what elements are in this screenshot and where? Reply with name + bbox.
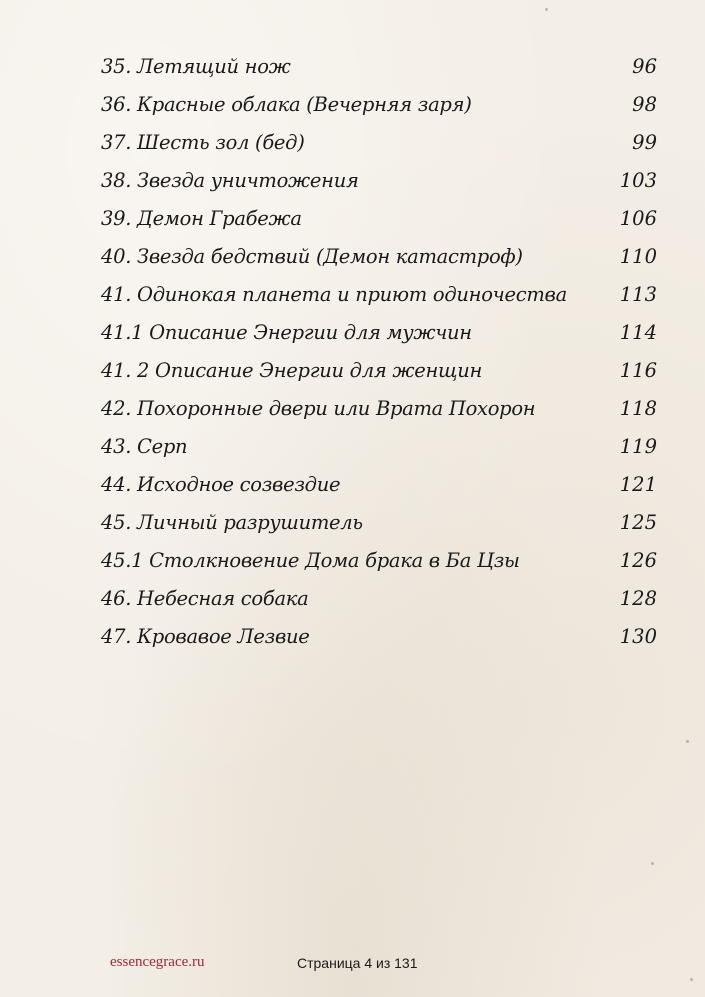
table-of-contents bbox=[101, 48, 657, 656]
toc-entry-page: 106 bbox=[619, 207, 657, 230]
toc-entry-page: 125 bbox=[619, 511, 657, 534]
toc-entry-title: 45. Личный разрушитель bbox=[101, 511, 363, 534]
footer-site-link[interactable]: essencegrace.ru bbox=[110, 954, 205, 970]
toc-entry-title: 41.1 Описание Энергии для мужчин bbox=[101, 321, 472, 344]
toc-entry-page: 99 bbox=[632, 131, 657, 154]
toc-entry[interactable] bbox=[101, 124, 657, 162]
paper-speck bbox=[651, 862, 654, 865]
toc-entry-page: 128 bbox=[619, 587, 657, 610]
toc-entry-page: 114 bbox=[619, 321, 657, 344]
toc-entry-title: 40. Звезда бедствий (Демон катастроф) bbox=[101, 245, 523, 268]
toc-entry[interactable] bbox=[101, 542, 657, 580]
toc-entry-title: 41. 2 Описание Энергии для женщин bbox=[101, 359, 483, 382]
toc-entry[interactable] bbox=[101, 314, 657, 352]
toc-entry-page: 98 bbox=[632, 93, 657, 116]
toc-entry[interactable] bbox=[101, 580, 657, 618]
toc-entry-page: 96 bbox=[632, 55, 657, 78]
toc-entry[interactable] bbox=[101, 276, 657, 314]
paper-speck bbox=[545, 8, 548, 11]
toc-entry[interactable] bbox=[101, 238, 657, 276]
toc-entry[interactable] bbox=[101, 428, 657, 466]
toc-entry-title: 43. Серп bbox=[101, 435, 188, 458]
toc-entry-page: 116 bbox=[619, 359, 657, 382]
toc-entry[interactable] bbox=[101, 390, 657, 428]
toc-entry[interactable] bbox=[101, 200, 657, 238]
toc-entry-title: 39. Демон Грабежа bbox=[101, 207, 302, 230]
toc-entry-page: 113 bbox=[619, 283, 657, 306]
toc-entry-page: 126 bbox=[619, 549, 657, 572]
toc-entry-page: 121 bbox=[619, 473, 657, 496]
toc-entry-title: 38. Звезда уничтожения bbox=[101, 169, 359, 192]
toc-entry-title: 36. Красные облака (Вечерняя заря) bbox=[101, 93, 472, 116]
toc-entry[interactable] bbox=[101, 504, 657, 542]
toc-entry[interactable] bbox=[101, 466, 657, 504]
toc-entry[interactable] bbox=[101, 162, 657, 200]
toc-entry[interactable] bbox=[101, 618, 657, 656]
toc-entry-page: 110 bbox=[619, 245, 657, 268]
toc-entry[interactable] bbox=[101, 86, 657, 124]
toc-entry-title: 41. Одинокая планета и приют одиночества bbox=[101, 283, 567, 306]
toc-entry[interactable] bbox=[101, 48, 657, 86]
footer-page-number: Страница 4 из 131 bbox=[297, 955, 418, 971]
toc-entry[interactable] bbox=[101, 352, 657, 390]
toc-entry-title: 44. Исходное созвездие bbox=[101, 473, 341, 496]
toc-entry-title: 47. Кровавое Лезвие bbox=[101, 625, 310, 648]
paper-speck bbox=[686, 740, 689, 743]
toc-entry-page: 103 bbox=[619, 169, 657, 192]
paper-speck bbox=[690, 978, 693, 981]
toc-entry-title: 46. Небесная собака bbox=[101, 587, 309, 610]
toc-entry-title: 35. Летящий нож bbox=[101, 55, 291, 78]
toc-entry-title: 37. Шесть зол (бед) bbox=[101, 131, 305, 154]
toc-entry-title: 45.1 Столкновение Дома брака в Ба Цзы bbox=[101, 549, 520, 572]
toc-entry-page: 118 bbox=[619, 397, 657, 420]
toc-entry-title: 42. Похоронные двери или Врата Похорон bbox=[101, 397, 536, 420]
toc-entry-page: 119 bbox=[619, 435, 657, 458]
toc-entry-page: 130 bbox=[619, 625, 657, 648]
